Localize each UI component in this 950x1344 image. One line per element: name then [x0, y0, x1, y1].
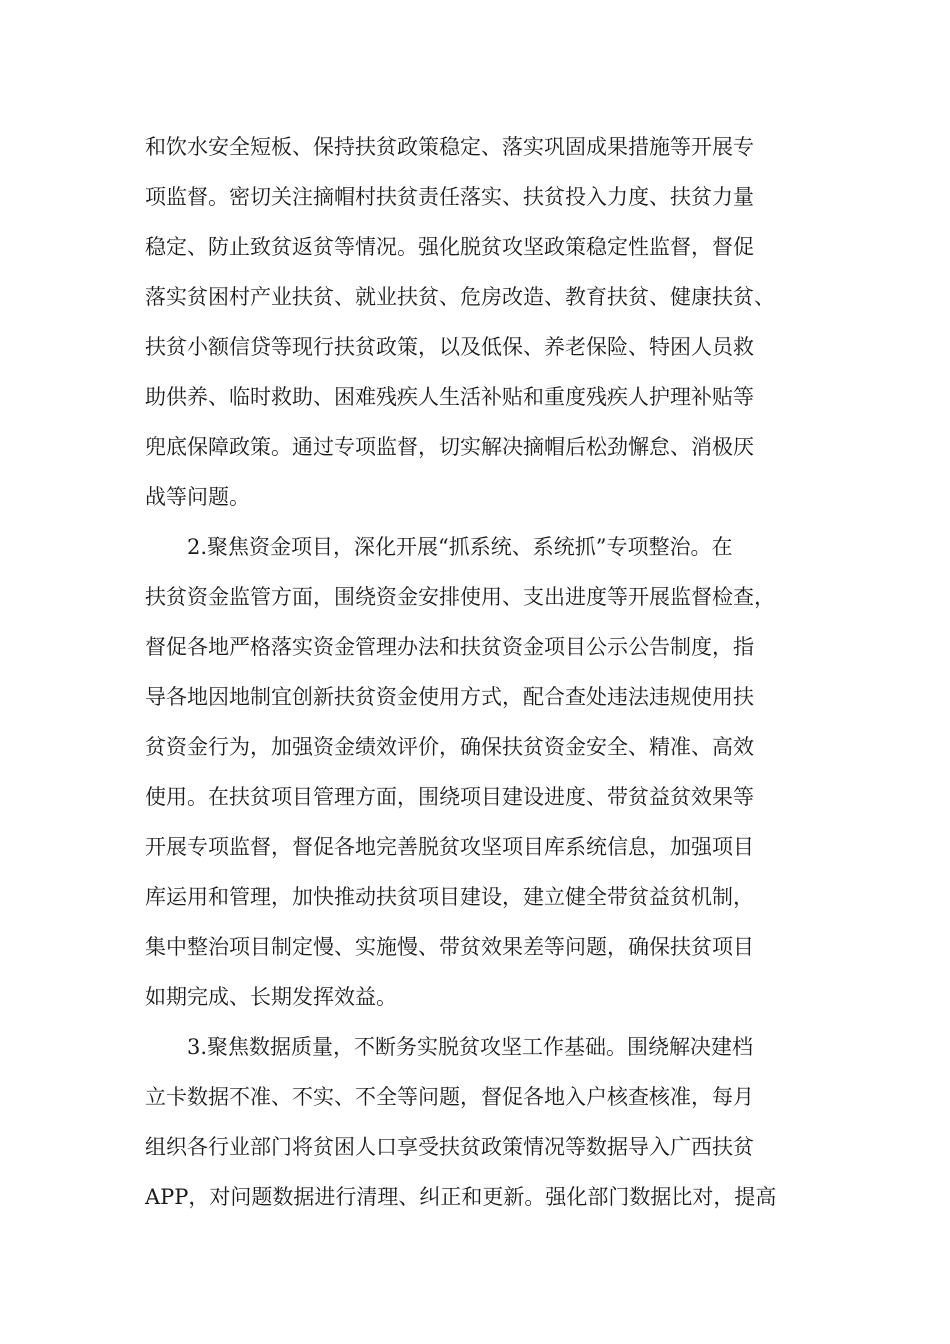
section-heading-line: 2.聚焦资金项目，深化开展“抓系统、系统抓”专项整治。在	[187, 535, 733, 559]
body-line: 组织各行业部门将贫困人口享受扶贫政策情况等数据导入广西扶贫	[145, 1135, 754, 1159]
body-line: 库运用和管理，加快推动扶贫项目建设，建立健全带贫益贫机制，	[145, 885, 754, 909]
body-line: 如期完成、长期发挥效益。	[145, 985, 397, 1009]
body-line: APP，对问题数据进行清理、纠正和更新。强化部门数据比对，提高	[145, 1185, 777, 1209]
body-line: 导各地因地制宜创新扶贫资金使用方式，配合查处违法违规使用扶	[145, 685, 754, 709]
body-line: 扶贫资金监管方面，围绕资金安排使用、支出进度等开展监督检查，	[145, 585, 775, 609]
body-line: 和饮水安全短板、保持扶贫政策稳定、落实巩固成果措施等开展专	[145, 135, 754, 159]
body-line: 督促各地严格落实资金管理办法和扶贫资金项目公示公告制度，指	[145, 635, 754, 659]
section-heading-line: 3.聚焦数据质量，不断务实脱贫攻坚工作基础。围绕解决建档	[187, 1035, 754, 1059]
body-line: 稳定、防止致贫返贫等情况。强化脱贫攻坚政策稳定性监督，督促	[145, 235, 754, 259]
body-line: 贫资金行为，加强资金绩效评价，确保扶贫资金安全、精准、高效	[145, 735, 754, 759]
body-line: 落实贫困村产业扶贫、就业扶贫、危房改造、教育扶贫、健康扶贫、	[145, 285, 775, 309]
body-line: 立卡数据不准、不实、不全等问题，督促各地入户核查核准，每月	[145, 1085, 754, 1109]
body-line: 扶贫小额信贷等现行扶贫政策，以及低保、养老保险、特困人员救	[145, 335, 754, 359]
body-line: 助供养、临时救助、困难残疾人生活补贴和重度残疾人护理补贴等	[145, 385, 754, 409]
body-line: 集中整治项目制定慢、实施慢、带贫效果差等问题，确保扶贫项目	[145, 935, 754, 959]
body-line: 战等问题。	[145, 485, 250, 509]
body-line: 开展专项监督，督促各地完善脱贫攻坚项目库系统信息，加强项目	[145, 835, 754, 859]
body-line: 使用。在扶贫项目管理方面，围绕项目建设进度、带贫益贫效果等	[145, 785, 754, 809]
body-line: 兜底保障政策。通过专项监督，切实解决摘帽后松劲懈怠、消极厌	[145, 435, 754, 459]
body-line: 项监督。密切关注摘帽村扶贫责任落实、扶贫投入力度、扶贫力量	[145, 185, 754, 209]
